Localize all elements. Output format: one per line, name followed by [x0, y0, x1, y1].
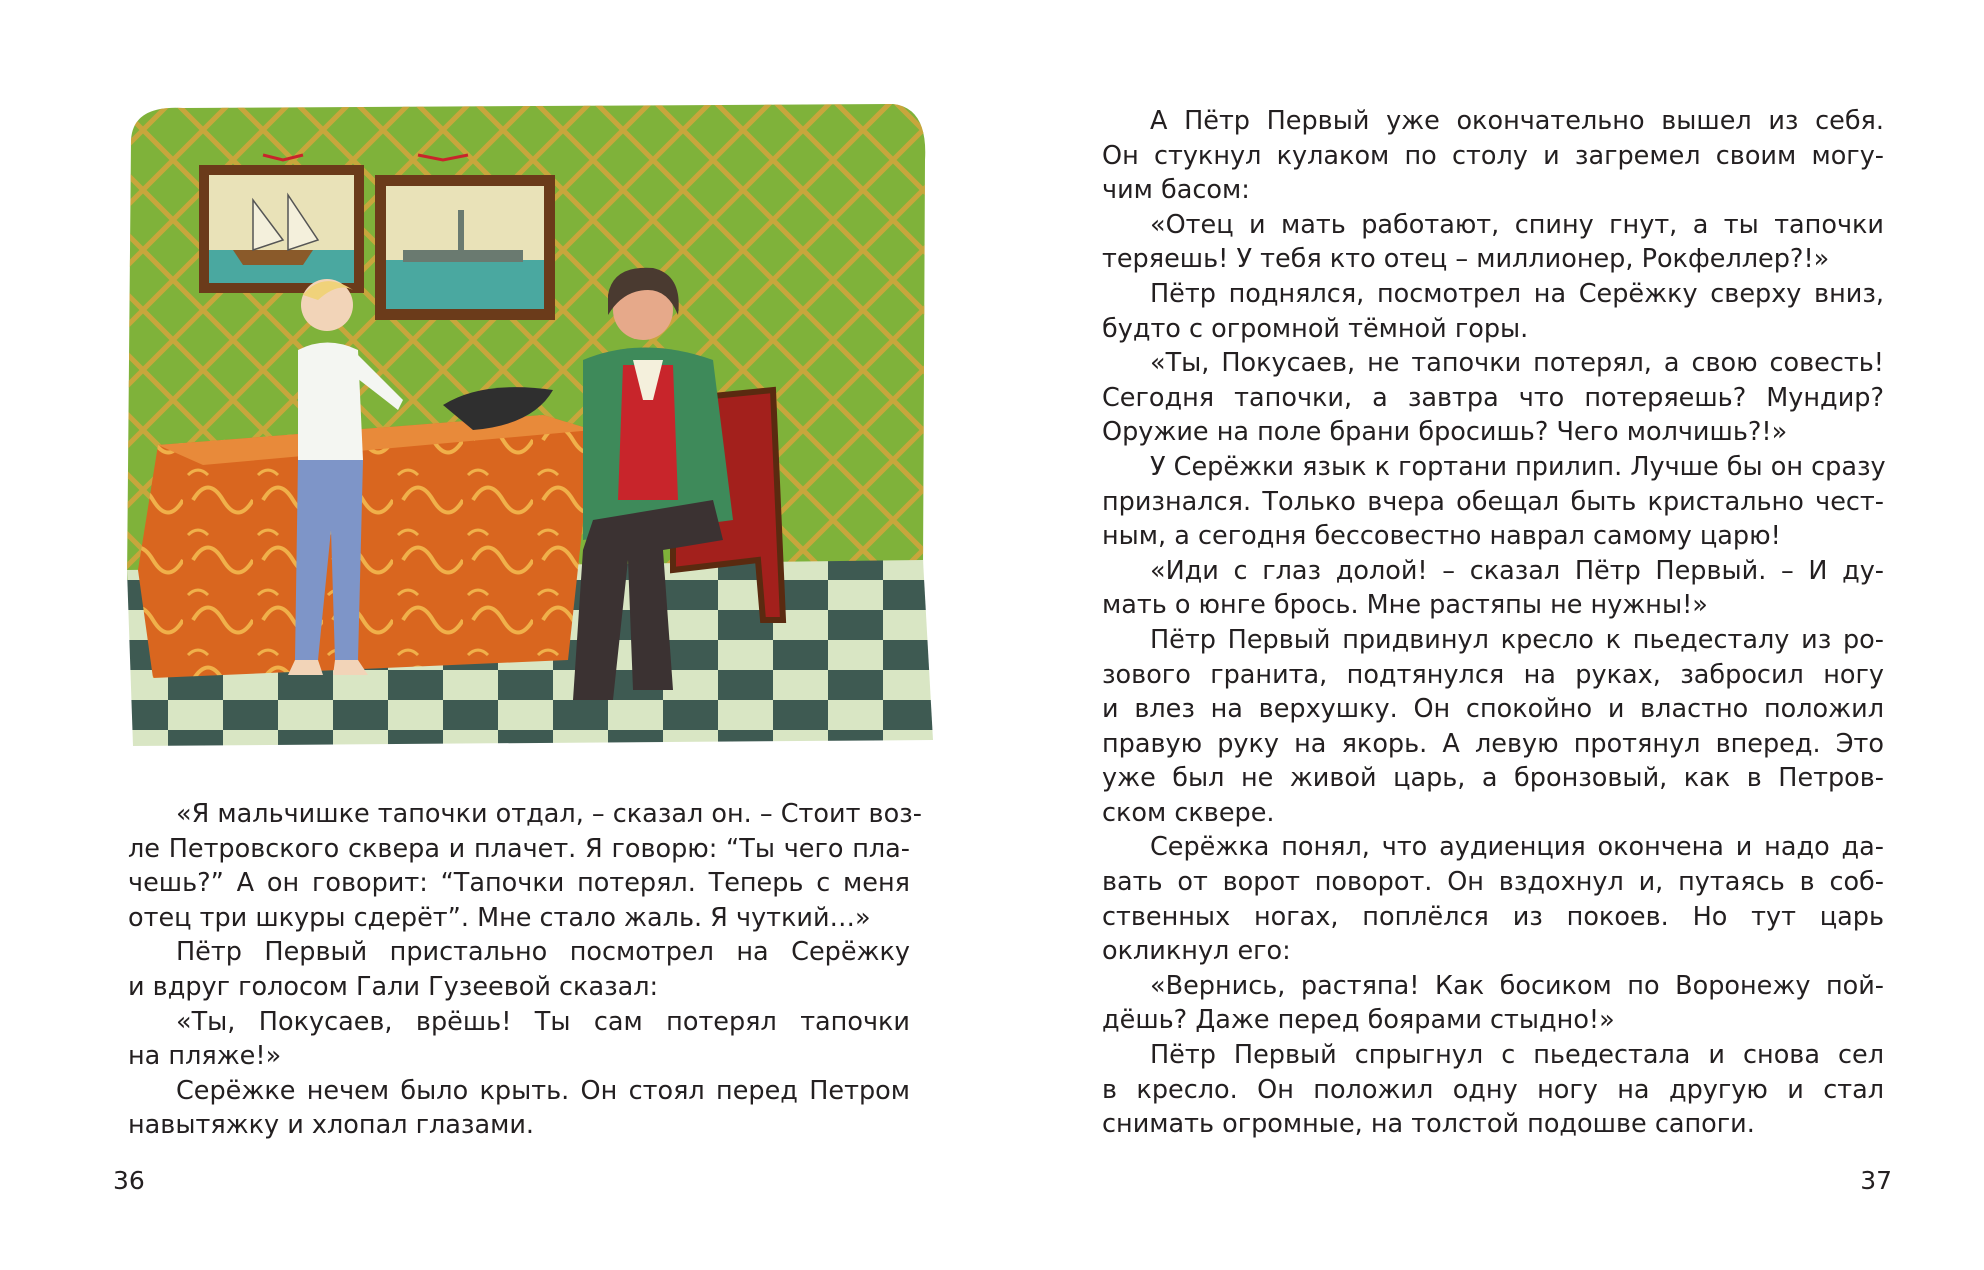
- ship-painting: [199, 155, 364, 293]
- text-line: Пётр поднялся, посмотрел на Серёжку сверху вниз,: [1150, 278, 1884, 309]
- text-line: вать от ворот поворот. Он вздохнул и, путаясь в соб-: [1102, 867, 1884, 898]
- text-line: «Ты, Покусаев, не тапочки потерял, а свою совесть!: [1150, 348, 1884, 379]
- page-number: 37: [1860, 1166, 1892, 1195]
- text-line: правую руку на якорь. А левую протянул вперед. Это: [1102, 728, 1884, 759]
- text-line: теряешь! У тебя кто отец – миллионер, Рокфеллер?!»: [1102, 244, 1830, 275]
- harbor-painting: [375, 155, 555, 320]
- text-line: в кресло. Он положил одну ногу на другую и стал: [1102, 1074, 1884, 1105]
- text-line: навытяжку и хлопал глазами.: [128, 1110, 535, 1141]
- text-line: зового гранита, подтянулся на руках, забросил ногу: [1102, 659, 1884, 690]
- text-line: и влез на верхушку. Он спокойно и властно положил: [1102, 694, 1884, 725]
- text-line: ственных ногах, поплёлся из покоев. Но тут царь: [1102, 901, 1884, 932]
- text-line: мать о юнге брось. Мне растяпы не нужны!»: [1102, 590, 1708, 621]
- right-text-block: [1102, 104, 1884, 1142]
- text-line: Серёжке нечем было крыть. Он стоял перед Петром: [176, 1075, 910, 1106]
- page-number: 36: [113, 1166, 145, 1195]
- text-line: отец три шкуры сдерёт”. Мне стало жаль. Я чуткий…»: [128, 902, 871, 933]
- text-line: Серёжка понял, что аудиенция окончена и надо да-: [1150, 832, 1884, 863]
- text-line: ным, а сегодня бессовестно наврал самому царю!: [1102, 521, 1781, 552]
- text-line: чим басом:: [1102, 175, 1250, 206]
- text-line: снимать огромные, на толстой подошве сапоги.: [1102, 1109, 1755, 1140]
- text-line: Пётр Первый спрыгнул с пьедестала и снова сел: [1150, 1040, 1884, 1071]
- text-line: «Ты, Покусаев, врёшь! Ты сам потерял тапочки: [176, 1006, 910, 1037]
- text-line: дёшь? Даже перед боярами стыдно!»: [1102, 1005, 1615, 1036]
- text-line: будто с огромной тёмной горы.: [1102, 313, 1529, 344]
- text-line: У Серёжки язык к гортани прилип. Лучше бы он сразу: [1150, 451, 1886, 482]
- text-line: Сегодня тапочки, а завтра что потеряешь? Мундир?: [1102, 382, 1884, 413]
- text-line: «Отец и мать работают, спину гнут, а ты тапочки: [1150, 209, 1884, 240]
- text-line: «Вернись, растяпа! Как босиком по Воронежу пой-: [1150, 970, 1884, 1001]
- text-line: Он стукнул кулаком по столу и загремел своим могу-: [1102, 140, 1884, 171]
- text-line: «Я мальчишке тапочки отдал, – сказал он. – Стоит воз-: [176, 799, 922, 829]
- text-line: окликнул его:: [1102, 936, 1291, 967]
- right-page: [992, 0, 1984, 1270]
- text-line: Оружие на поле брани бросишь? Чего молчишь?!»: [1102, 417, 1788, 448]
- text-line: А Пётр Первый уже окончательно вышел из себя.: [1150, 106, 1884, 136]
- text-line: и вдруг голосом Гали Гузеевой сказал:: [128, 971, 659, 1002]
- text-line: Пётр Первый придвинул кресло к пьедесталу из ро-: [1150, 624, 1884, 655]
- text-line: ле Петровского сквера и плачет. Я говорю: “Ты чего пла-: [128, 833, 910, 864]
- text-line: чешь?” А он говорит: “Тапочки потерял. Теперь с меня: [128, 868, 910, 899]
- text-line: Пётр Первый пристально посмотрел на Серёжку: [176, 937, 910, 968]
- text-line: «Иди с глаз долой! – сказал Пётр Первый. – И ду-: [1150, 555, 1884, 586]
- text-line: на пляже!»: [128, 1041, 282, 1072]
- text-line: признался. Только вчера обещал быть кристально чест-: [1102, 486, 1884, 517]
- left-text-block: [128, 797, 922, 1143]
- text-line: уже был не живой царь, а бронзовый, как в Петров-: [1102, 763, 1884, 794]
- text-line: ском сквере.: [1102, 797, 1275, 828]
- illustration: [113, 100, 936, 748]
